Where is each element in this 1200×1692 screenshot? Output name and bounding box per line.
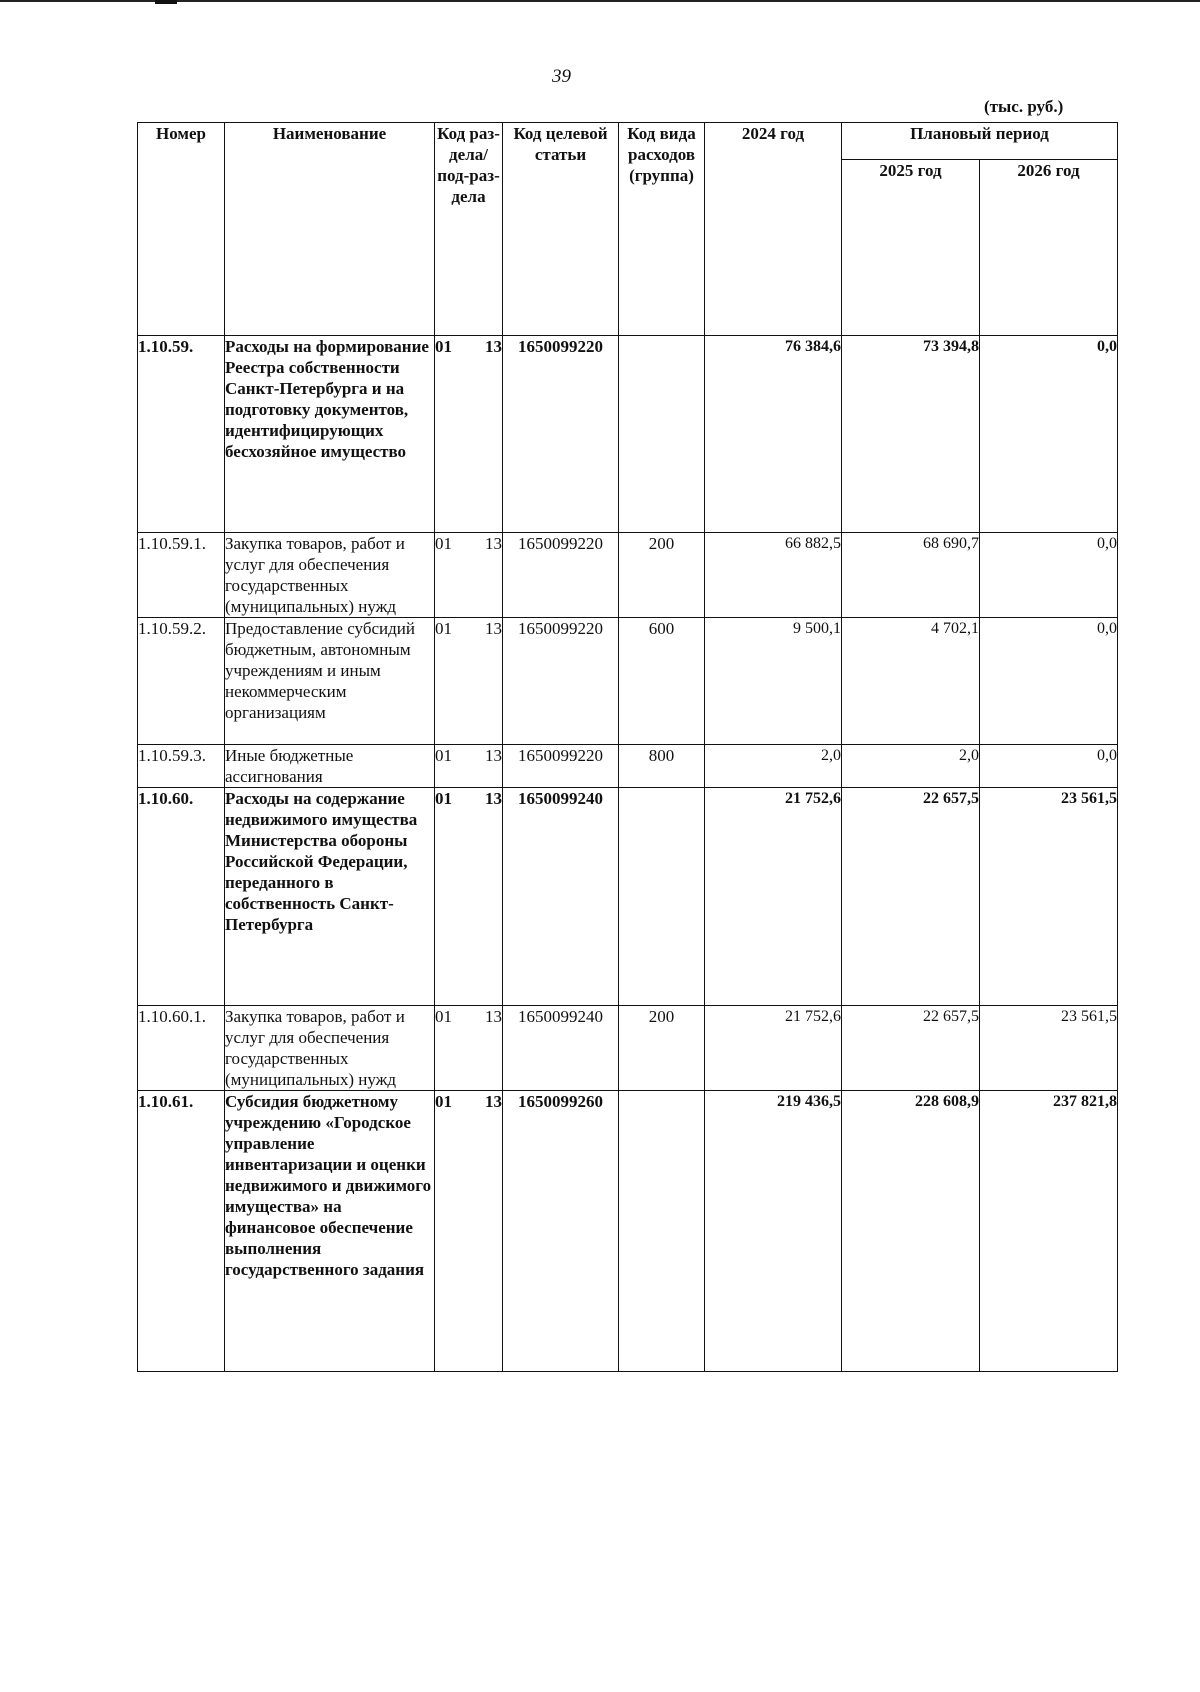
table-row — [138, 1091, 1118, 1372]
table-row — [138, 1006, 1118, 1091]
header-section: Код раз-дела/ под-раз-дела — [435, 123, 503, 336]
row-2025: 228 608,9 — [842, 1091, 980, 1372]
row-number: 1.10.60. — [138, 788, 225, 1006]
row-2025: 2,0 — [842, 745, 980, 788]
row-2026: 0,0 — [980, 533, 1118, 618]
header-year-2026: 2026 год — [980, 160, 1118, 336]
row-section — [435, 618, 503, 745]
row-target: 1650099220 — [503, 336, 619, 533]
subsection-code: 13 — [485, 534, 502, 553]
row-2026: 23 561,5 — [980, 1006, 1118, 1091]
scan-mark — [155, 0, 177, 4]
row-2025: 68 690,7 — [842, 533, 980, 618]
row-2026: 0,0 — [980, 618, 1118, 745]
section-code: 01 — [435, 337, 452, 356]
budget-table — [137, 122, 1118, 1372]
row-group: 200 — [619, 533, 705, 618]
row-2025: 4 702,1 — [842, 618, 980, 745]
header-expense-type: Код вида расходов (группа) — [619, 123, 705, 336]
scan-edge-line — [0, 0, 1200, 2]
units-label: (тыс. руб.) — [984, 97, 1064, 116]
row-group — [619, 788, 705, 1006]
row-2026: 237 821,8 — [980, 1091, 1118, 1372]
header-year-2024: 2024 год — [705, 123, 842, 336]
row-number: 1.10.59.1. — [138, 533, 225, 618]
row-2026: 0,0 — [980, 336, 1118, 533]
subsection-code: 13 — [485, 746, 502, 765]
row-number: 1.10.61. — [138, 1091, 225, 1372]
section-code: 01 — [435, 1092, 452, 1111]
row-2024: 2,0 — [705, 745, 842, 788]
row-target: 1650099240 — [503, 1006, 619, 1091]
row-name: Иные бюджетные ассигнования — [225, 745, 435, 788]
subsection-code: 13 — [485, 789, 502, 808]
header-year-2025: 2025 год — [842, 160, 980, 336]
row-target: 1650099240 — [503, 788, 619, 1006]
row-section — [435, 1006, 503, 1091]
subsection-code: 13 — [485, 337, 502, 356]
row-number: 1.10.60.1. — [138, 1006, 225, 1091]
section-code: 01 — [435, 789, 452, 808]
page-number: 39 — [552, 66, 571, 87]
subsection-code: 13 — [485, 1092, 502, 1111]
table-row — [138, 336, 1118, 533]
row-2025: 73 394,8 — [842, 336, 980, 533]
table-row — [138, 745, 1118, 788]
row-group: 200 — [619, 1006, 705, 1091]
row-2024: 76 384,6 — [705, 336, 842, 533]
row-group: 800 — [619, 745, 705, 788]
row-2026: 0,0 — [980, 745, 1118, 788]
row-number: 1.10.59.2. — [138, 618, 225, 745]
row-group — [619, 336, 705, 533]
row-2024: 21 752,6 — [705, 1006, 842, 1091]
subsection-code: 13 — [485, 1007, 502, 1026]
row-section — [435, 745, 503, 788]
row-name: Расходы на формирование Реестра собственности Санкт-Петербурга и на подготовку документов, идентифицирующих бесхозяйное имущество — [225, 336, 435, 533]
row-section — [435, 336, 503, 533]
row-target: 1650099220 — [503, 533, 619, 618]
row-2024: 21 752,6 — [705, 788, 842, 1006]
table-row — [138, 618, 1118, 745]
row-number: 1.10.59. — [138, 336, 225, 533]
section-code: 01 — [435, 619, 452, 638]
header-row — [138, 123, 1118, 160]
row-name: Закупка товаров, работ и услуг для обеспечения государственных (муниципальных) нужд — [225, 1006, 435, 1091]
header-name: Наименование — [225, 123, 435, 336]
row-section — [435, 533, 503, 618]
row-name: Расходы на содержание недвижимого имущества Министерства обороны Российской Федерации, переданного в собственность Санкт-Петербурга — [225, 788, 435, 1006]
row-2026: 23 561,5 — [980, 788, 1118, 1006]
header-target: Код целевой статьи — [503, 123, 619, 336]
row-2024: 66 882,5 — [705, 533, 842, 618]
row-2025: 22 657,5 — [842, 788, 980, 1006]
row-2024: 219 436,5 — [705, 1091, 842, 1372]
table-row — [138, 788, 1118, 1006]
row-section — [435, 788, 503, 1006]
header-planned-period: Плановый период — [842, 123, 1118, 160]
row-section — [435, 1091, 503, 1372]
row-target: 1650099220 — [503, 745, 619, 788]
row-name: Предоставление субсидий бюджетным, автономным учреждениям и иным некоммерческим организациям — [225, 618, 435, 745]
row-group — [619, 1091, 705, 1372]
row-number: 1.10.59.3. — [138, 745, 225, 788]
row-2024: 9 500,1 — [705, 618, 842, 745]
subsection-code: 13 — [485, 619, 502, 638]
section-code: 01 — [435, 534, 452, 553]
row-name: Закупка товаров, работ и услуг для обеспечения государственных (муниципальных) нужд — [225, 533, 435, 618]
section-code: 01 — [435, 1007, 452, 1026]
header-number: Номер — [138, 123, 225, 336]
row-target: 1650099220 — [503, 618, 619, 745]
table-row — [138, 533, 1118, 618]
row-name: Субсидия бюджетному учреждению «Городское управление инвентаризации и оценки недвижимого и движимого имущества» на финансовое обеспечение выполнения государственного задания — [225, 1091, 435, 1372]
row-target: 1650099260 — [503, 1091, 619, 1372]
row-2025: 22 657,5 — [842, 1006, 980, 1091]
section-code: 01 — [435, 746, 452, 765]
row-group: 600 — [619, 618, 705, 745]
